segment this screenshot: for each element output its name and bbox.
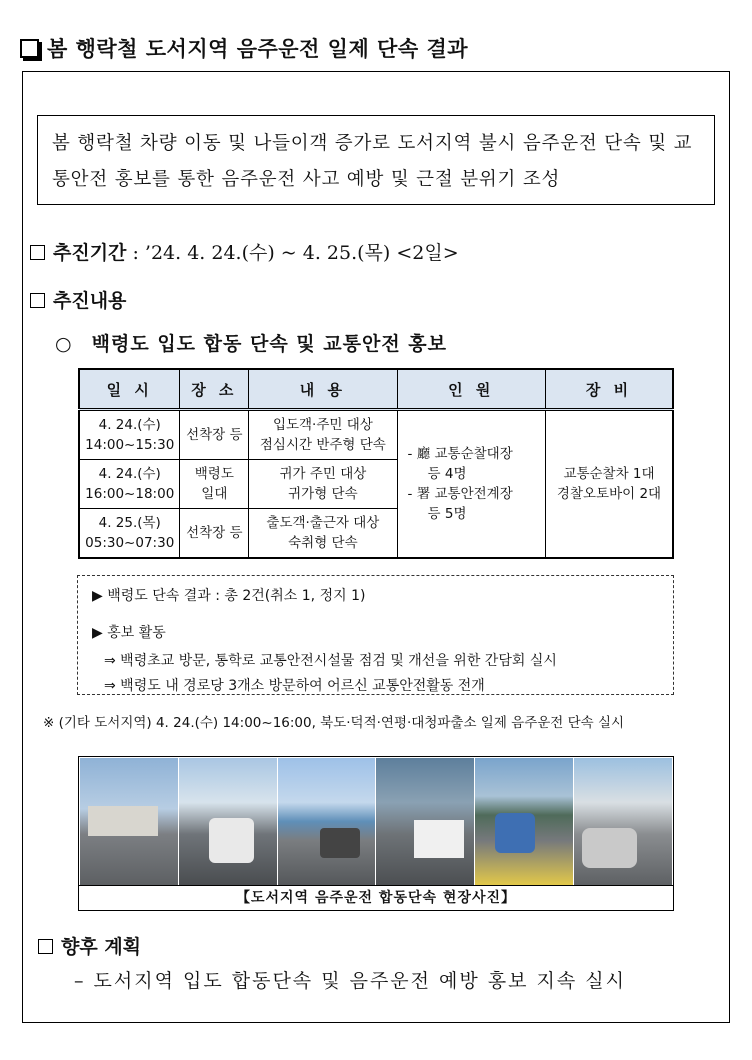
period-label: 추진기간 — [53, 242, 127, 264]
table-row — [79, 410, 673, 460]
cell-datetime: 4. 24.(수) 16:00~18:00 — [79, 460, 180, 509]
photo-strip — [80, 758, 672, 885]
cell-personnel: - 廳 교통순찰대장 등 4명 - 署 교통안전계장 등 5명 — [397, 410, 545, 559]
period-line — [30, 238, 459, 265]
photo-caption: 【도서지역 음주운전 합동단속 현장사진】 — [79, 885, 673, 911]
photo-6 — [574, 758, 672, 885]
period-value: : ’24. 4. 24.(수) ~ 4. 25.(목) <2일> — [126, 242, 459, 264]
photo-1 — [80, 758, 179, 885]
header-personnel: 인 원 — [397, 369, 545, 410]
future-line — [38, 932, 141, 959]
note-text: ※ (기타 도서지역) 4. 24.(수) 14:00~16:00, 북도·덕적·연평·대청파출소 일제 음주운전 단속 실시 — [43, 715, 625, 731]
plan-table — [78, 368, 674, 559]
content-label: 추진내용 — [53, 290, 127, 312]
square-bullet-icon — [30, 245, 45, 260]
square-bullet-icon — [38, 939, 53, 954]
result-line: ⇒ 백령초교 방문, 통학로 교통안전시설물 점검 및 개선을 위한 간담회 실시 — [104, 653, 557, 669]
header-equipment: 장 비 — [546, 369, 673, 410]
cell-content: 귀가 주민 대상 귀가형 단속 — [249, 460, 397, 509]
result-line: ⇒ 백령도 내 경로당 3개소 방문하여 어르신 교통안전활동 전개 — [104, 678, 485, 694]
header-datetime: 일 시 — [79, 369, 180, 410]
cell-content: 출도객·출근자 대상 숙취형 단속 — [249, 509, 397, 559]
cell-place: 선착장 등 — [180, 410, 249, 460]
photo-4 — [376, 758, 475, 885]
summary-box — [37, 115, 715, 205]
cell-datetime: 4. 25.(목) 05:30~07:30 — [79, 509, 180, 559]
cell-place: 백령도 일대 — [180, 460, 249, 509]
photo-5 — [475, 758, 574, 885]
cell-datetime: 4. 24.(수) 14:00~15:30 — [79, 410, 180, 460]
summary-text: 봄 행락철 차량 이동 및 나들이객 증가로 도서지역 불시 음주운전 단속 및 교통안전 홍보를 통한 음주운전 사고 예방 및 근절 분위기 조성 — [52, 133, 693, 190]
cell-equipment: 교통순찰차 1대 경찰오토바이 2대 — [546, 410, 673, 559]
future-label: 향후 계획 — [61, 936, 142, 958]
table-header-row — [79, 369, 673, 410]
result-box — [77, 575, 674, 695]
header-place: 장 소 — [180, 369, 249, 410]
square-bullet-icon — [30, 293, 45, 308]
page-title-text: 봄 행락철 도서지역 음주운전 일제 단속 결과 — [47, 37, 469, 61]
header-content: 내 용 — [249, 369, 397, 410]
cell-place: 선착장 등 — [180, 509, 249, 559]
content-line — [30, 286, 126, 313]
subtitle-line — [55, 329, 447, 356]
result-line: ▶ 백령도 단속 결과 : 총 2건(취소 1, 정지 1) — [92, 588, 366, 604]
circle-bullet-icon: ○ — [55, 333, 72, 355]
photo-2 — [179, 758, 278, 885]
cell-content: 입도객·주민 대상 점심시간 반주형 단속 — [249, 410, 397, 460]
future-item: – 도서지역 입도 합동단속 및 음주운전 예방 홍보 지속 실시 — [74, 970, 626, 992]
result-line: ▶ 홍보 활동 — [92, 625, 166, 641]
photo-panel — [78, 756, 674, 911]
content-subtitle: 백령도 입도 합동 단속 및 교통안전 홍보 — [91, 333, 447, 355]
page-title — [20, 33, 468, 63]
checkbox-square-icon — [20, 39, 39, 58]
photo-3 — [278, 758, 377, 885]
